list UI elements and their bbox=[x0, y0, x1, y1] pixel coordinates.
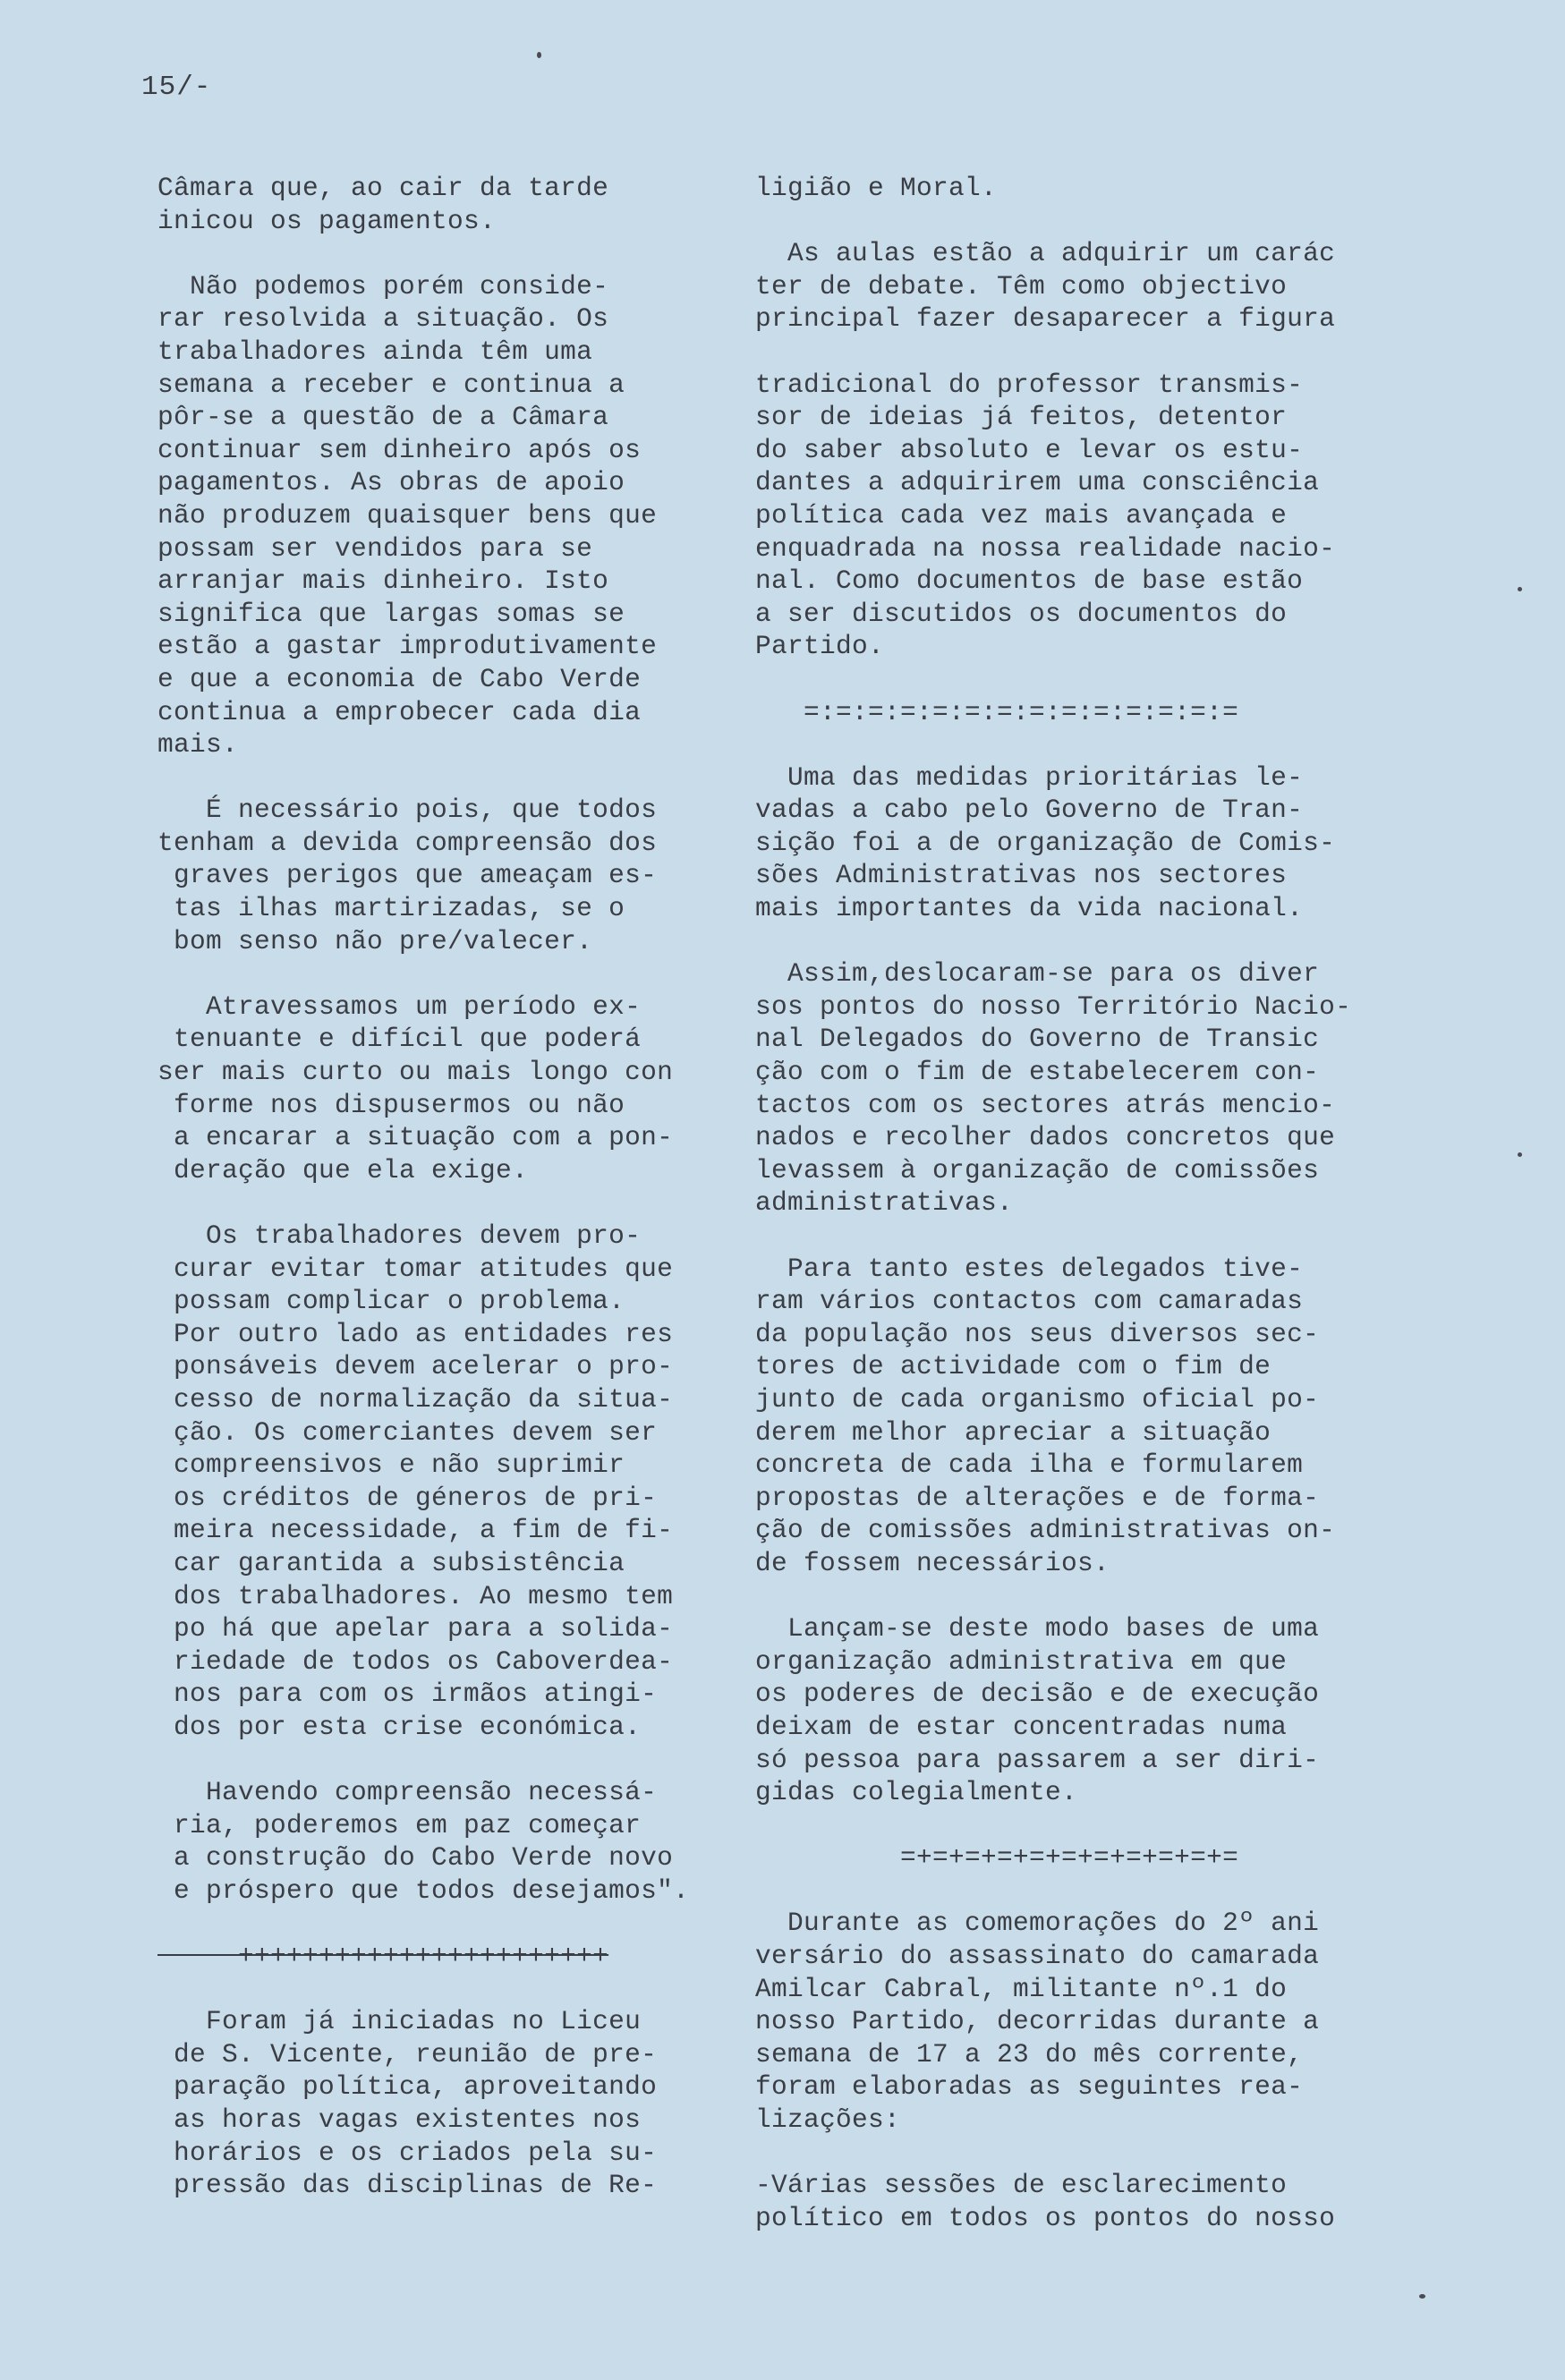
text-line: dantes a adquirirem uma consciência bbox=[755, 467, 1320, 498]
text-line: ter de debate. Têm como objectivo bbox=[755, 270, 1288, 302]
paragraph bbox=[157, 1220, 748, 1744]
text-line: junto de cada organismo oficial po- bbox=[755, 1383, 1320, 1415]
text-line: significa que largas somas se bbox=[157, 598, 625, 629]
text-line: sor de ideias já feitos, detentor bbox=[755, 402, 1288, 433]
paragraph bbox=[755, 369, 1417, 663]
text-line: compreensivos e não suprimir bbox=[157, 1449, 625, 1481]
right-column bbox=[755, 172, 1417, 2234]
text-line: arranjar mais dinheiro. Isto bbox=[157, 565, 609, 597]
text-line: a construção do Cabo Verde novo bbox=[157, 1842, 674, 1874]
text-line: versário do assassinato do camarada bbox=[755, 1941, 1320, 1972]
text-line: deração que ela exige. bbox=[157, 1154, 529, 1186]
text-line: Lançam-se deste modo bases de uma bbox=[755, 1613, 1320, 1645]
text-line: meira necessidade, a fim de fi- bbox=[157, 1515, 674, 1546]
text-line: Não podemos porém conside- bbox=[157, 270, 609, 302]
ink-speck bbox=[1518, 587, 1522, 591]
paragraph-gap bbox=[157, 1186, 748, 1220]
paragraph-gap bbox=[157, 1744, 748, 1777]
paragraph bbox=[755, 1612, 1417, 1809]
page-number: 15/- bbox=[141, 72, 212, 103]
paragraph bbox=[755, 2169, 1417, 2234]
text-line: cesso de normalização da situa- bbox=[157, 1383, 674, 1415]
text-line: Amilcar Cabral, militante nº.1 do bbox=[755, 1973, 1288, 2004]
text-line: graves perigos que ameaçam es- bbox=[157, 860, 658, 891]
text-line: rar resolvida a situação. Os bbox=[157, 303, 609, 335]
text-line: forme nos dispusermos ou não bbox=[157, 1089, 625, 1120]
text-line: nal Delegados do Governo de Transic bbox=[755, 1024, 1320, 1055]
paragraph bbox=[157, 2005, 748, 2202]
text-line: os poderes de decisão e de execução bbox=[755, 1679, 1320, 1710]
text-line: ção com o fim de estabelecerem con- bbox=[755, 1057, 1320, 1088]
text-line: ram vários contactos com camaradas bbox=[755, 1286, 1304, 1317]
text-line: as horas vagas existentes nos bbox=[157, 2104, 642, 2136]
paragraph bbox=[755, 1253, 1417, 1580]
text-line: lizações: bbox=[755, 2104, 901, 2136]
text-line: Foram já iniciadas no Liceu bbox=[157, 2006, 642, 2037]
text-line: riedade de todos os Caboverdea- bbox=[157, 1645, 674, 1677]
text-line: tenham a devida compreensão dos bbox=[157, 827, 658, 858]
text-line: estão a gastar improdutivamente bbox=[157, 631, 658, 662]
paragraph-gap bbox=[157, 237, 748, 270]
paragraph-gap bbox=[755, 925, 1417, 958]
text-line: pressão das disciplinas de Re- bbox=[157, 2170, 658, 2201]
text-line: deixam de estar concentradas numa bbox=[755, 1711, 1288, 1742]
text-line: Os trabalhadores devem pro- bbox=[157, 1220, 642, 1251]
text-line: bom senso não pre/valecer. bbox=[157, 925, 593, 956]
text-line: possam ser vendidos para se bbox=[157, 532, 593, 564]
text-line: concreta de cada ilha e formularem bbox=[755, 1449, 1304, 1481]
text-line: continua a emprobecer cada dia bbox=[157, 696, 642, 727]
text-line: da população nos seus diversos sec- bbox=[755, 1318, 1320, 1349]
text-line: Assim,deslocaram-se para os diver bbox=[755, 958, 1320, 990]
text-line: Partido. bbox=[755, 631, 885, 662]
text-line: ção. Os comerciantes devem ser bbox=[157, 1416, 658, 1448]
text-line: principal fazer desaparecer a figura bbox=[755, 303, 1336, 335]
text-line: a encarar a situação com a pon- bbox=[157, 1122, 674, 1153]
section-separator: =+=+=+=+=+=+=+=+=+=+= bbox=[755, 1842, 1239, 1874]
paragraph bbox=[157, 172, 748, 237]
paragraph-gap bbox=[755, 205, 1417, 238]
text-line: É necessário pois, que todos bbox=[157, 795, 658, 826]
text-line: mais importantes da vida nacional. bbox=[755, 893, 1304, 924]
text-line: Durante as comemorações do 2º ani bbox=[755, 1908, 1320, 1939]
paragraph-gap bbox=[755, 1580, 1417, 1613]
text-line: po há que apelar para a solida- bbox=[157, 1613, 674, 1645]
text-line: trabalhadores ainda têm uma bbox=[157, 336, 593, 367]
paragraph bbox=[157, 270, 748, 761]
text-line: ção de comissões administrativas on- bbox=[755, 1515, 1336, 1546]
text-line: nosso Partido, decorridas durante a bbox=[755, 2006, 1320, 2037]
ink-speck bbox=[1518, 1152, 1522, 1157]
paragraph bbox=[157, 794, 748, 957]
text-line: continuar sem dinheiro após os bbox=[157, 434, 642, 465]
text-line: pôr-se a questão de a Câmara bbox=[157, 402, 609, 433]
text-line: derem melhor apreciar a situação bbox=[755, 1416, 1272, 1448]
text-line: e próspero que todos desejamos". bbox=[157, 1874, 690, 1906]
text-line: e que a economia de Cabo Verde bbox=[157, 663, 642, 694]
paragraph-gap bbox=[157, 1907, 748, 1940]
text-line: tenuante e difícil que poderá bbox=[157, 1024, 642, 1055]
paragraph-gap bbox=[755, 1874, 1417, 1908]
text-line: vadas a cabo pelo Governo de Tran- bbox=[755, 795, 1304, 826]
text-line: Para tanto estes delegados tive- bbox=[755, 1253, 1304, 1284]
paragraph bbox=[755, 1907, 1417, 2136]
text-line: Uma das medidas prioritárias le- bbox=[755, 761, 1304, 793]
text-line: dos por esta crise económica. bbox=[157, 1711, 642, 1742]
text-line: mais. bbox=[157, 729, 239, 761]
paragraph bbox=[755, 761, 1417, 925]
text-line: tradicional do professor transmis- bbox=[755, 369, 1304, 400]
text-line: -Várias sessões de esclarecimento bbox=[755, 2170, 1288, 2201]
text-line: político em todos os pontos do nosso bbox=[755, 2202, 1336, 2233]
text-line: os créditos de géneros de pri- bbox=[157, 1482, 658, 1513]
text-line: inicou os pagamentos. bbox=[157, 205, 497, 236]
text-line: As aulas estão a adquirir um carác bbox=[755, 238, 1336, 269]
text-line: semana de 17 a 23 do mês corrente, bbox=[755, 2038, 1304, 2070]
left-column bbox=[157, 172, 748, 2202]
text-line: nal. Como documentos de base estão bbox=[755, 565, 1304, 597]
ink-speck bbox=[1419, 2294, 1425, 2299]
text-line: nos para com os irmãos atingi- bbox=[157, 1679, 658, 1710]
paragraph-gap bbox=[157, 957, 748, 990]
text-line: só pessoa para passarem a ser diri- bbox=[755, 1744, 1320, 1775]
text-line: ponsáveis devem acelerar o pro- bbox=[157, 1351, 674, 1382]
text-line: de fossem necessários. bbox=[755, 1547, 1110, 1578]
text-line: Havendo compreensão necessá- bbox=[157, 1777, 658, 1808]
text-line: Câmara que, ao cair da tarde bbox=[157, 173, 609, 203]
text-line: política cada vez mais avançada e bbox=[755, 499, 1288, 531]
text-line: nados e recolher dados concretos que bbox=[755, 1122, 1336, 1153]
paragraph bbox=[157, 990, 748, 1187]
text-line: tactos com os sectores atrás mencio- bbox=[755, 1089, 1336, 1120]
section-separator: +++++++++++++++++++++++ bbox=[157, 1941, 609, 1972]
text-line: car garantida a subsistência bbox=[157, 1547, 625, 1578]
text-line: pagamentos. As obras de apoio bbox=[157, 467, 625, 498]
text-line: de S. Vicente, reunião de pre- bbox=[157, 2038, 658, 2070]
text-line: horários e os criados pela su- bbox=[157, 2137, 658, 2168]
text-line: levassem à organização de comissões bbox=[755, 1154, 1320, 1186]
text-line: organização administrativa em que bbox=[755, 1645, 1288, 1677]
text-line: sões Administrativas nos sectores bbox=[755, 860, 1288, 891]
text-line: do saber absoluto e levar os estu- bbox=[755, 434, 1304, 465]
text-line: curar evitar tomar atitudes que bbox=[157, 1253, 674, 1284]
text-line: propostas de alterações e de forma- bbox=[755, 1482, 1320, 1513]
text-line: tores de actividade com o fim de bbox=[755, 1351, 1272, 1382]
text-line: ligião e Moral. bbox=[755, 173, 998, 203]
paragraph-gap bbox=[755, 2137, 1417, 2170]
text-line: semana a receber e continua a bbox=[157, 369, 625, 400]
paragraph-gap bbox=[755, 1809, 1417, 1842]
text-line: sição foi a de organização de Comis- bbox=[755, 827, 1336, 858]
ink-speck bbox=[537, 52, 541, 58]
text-line: sos pontos do nosso Território Nacio- bbox=[755, 990, 1352, 1022]
text-line: Por outro lado as entidades res bbox=[157, 1318, 674, 1349]
text-line: ria, poderemos em paz começar bbox=[157, 1809, 642, 1840]
text-line: Atravessamos um período ex- bbox=[157, 990, 642, 1022]
text-line: ser mais curto ou mais longo con bbox=[157, 1057, 674, 1088]
text-line: paração política, aproveitando bbox=[157, 2071, 658, 2103]
text-line: administrativas. bbox=[755, 1187, 1014, 1219]
paragraph bbox=[755, 172, 1417, 205]
section-separator: =:=:=:=:=:=:=:=:=:=:=:=:=:= bbox=[755, 696, 1239, 727]
paragraph-gap bbox=[755, 728, 1417, 761]
text-line: possam complicar o problema. bbox=[157, 1286, 625, 1317]
text-line: a ser discutidos os documentos do bbox=[755, 598, 1288, 629]
text-line: enquadrada na nossa realidade nacio- bbox=[755, 532, 1336, 564]
text-line: não produzem quaisquer bens que bbox=[157, 499, 658, 531]
paragraph-gap bbox=[755, 663, 1417, 696]
paragraph bbox=[157, 1776, 748, 1907]
text-line: gidas colegialmente. bbox=[755, 1777, 1078, 1808]
text-line: foram elaboradas as seguintes rea- bbox=[755, 2071, 1304, 2103]
paragraph-gap bbox=[157, 1973, 748, 2006]
paragraph bbox=[755, 957, 1417, 1220]
text-line: dos trabalhadores. Ao mesmo tem bbox=[157, 1580, 674, 1611]
paragraph-gap bbox=[157, 761, 748, 795]
paragraph bbox=[755, 237, 1417, 336]
paragraph-gap bbox=[755, 336, 1417, 369]
paragraph-gap bbox=[755, 1220, 1417, 1253]
text-line: tas ilhas martirizadas, se o bbox=[157, 893, 625, 924]
